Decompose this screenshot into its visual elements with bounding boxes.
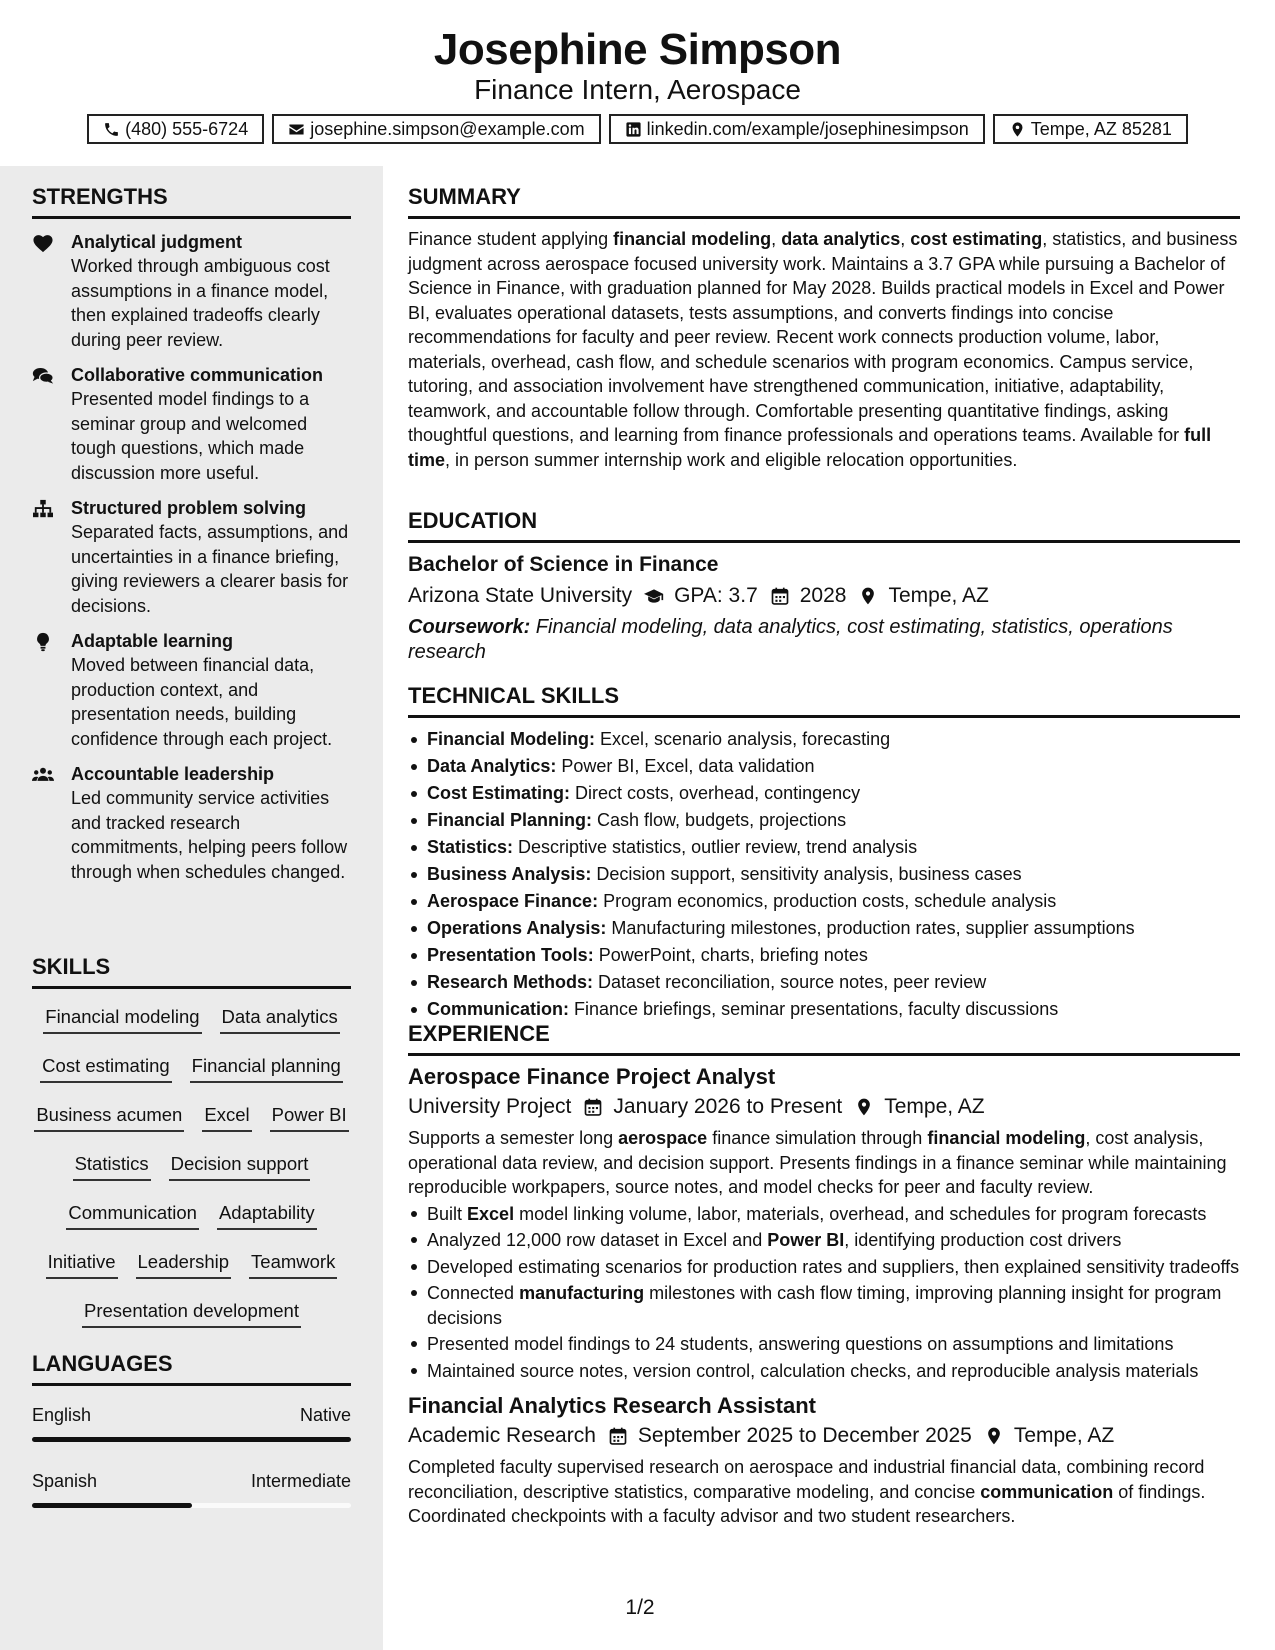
job-bullet: Developed estimating scenarios for production rates and suppliers, then explained sensitivity tradeoffs (408, 1255, 1240, 1280)
job-title: Aerospace Finance Project Analyst (408, 1064, 776, 1089)
languages-section (32, 1349, 351, 1508)
calendar-icon (770, 586, 790, 606)
technical-skill-item: Business Analysis: Decision support, sensitivity analysis, business cases (408, 861, 1240, 888)
candidate-name: Josephine Simpson (433, 25, 842, 74)
map-pin-icon (984, 1426, 1004, 1446)
job-location: Tempe, AZ (884, 1095, 985, 1118)
language-bar (32, 1437, 351, 1442)
technical-skill-item: Cost Estimating: Direct costs, overhead, contingency (408, 780, 1240, 807)
map-pin-icon (854, 1097, 874, 1117)
page-number: 1/2 (625, 1596, 655, 1619)
skill-tag: Business acumen (34, 1102, 184, 1132)
job-entry (408, 1391, 1240, 1529)
job-org: University Project (408, 1095, 572, 1118)
contact-location-text: Tempe, AZ 85281 (1030, 119, 1172, 139)
skill-tag: Teamwork (249, 1249, 337, 1279)
skill-tag: Power BI (270, 1102, 349, 1132)
users-icon (32, 765, 54, 785)
job-summary: Supports a semester long aerospace finance simulation through financial modeling, cost analysis, operational data review, and decision support. Presents findings in a finance seminar while maintaining reproducible workpapers, source notes, and model checks for peer and faculty review. (408, 1128, 1227, 1197)
job-bullet: Maintained source notes, version control, calculation checks, and reproducible analysis materials (408, 1359, 1240, 1384)
strength-desc: Moved between financial data, production context, and presentation needs, building confidence through each project. (71, 655, 333, 749)
language-item (32, 1402, 351, 1442)
job-meta (408, 1421, 1240, 1451)
job-location: Tempe, AZ (1013, 1424, 1115, 1447)
technical-skill-item: Statistics: Descriptive statistics, outlier review, trend analysis (408, 834, 1240, 861)
technical-skill-item: Operations Analysis: Manufacturing milestones, production rates, supplier assumptions (408, 915, 1240, 942)
contact-phone-text: (480) 555-6724 (125, 119, 249, 139)
skill-tag: Initiative (46, 1249, 118, 1279)
contact-phone[interactable] (87, 114, 264, 144)
skill-tag: Presentation development (82, 1298, 301, 1328)
phone-icon (103, 121, 120, 138)
experience-section (408, 1019, 1240, 1529)
language-name: Spanish (32, 1471, 98, 1491)
summary-title: SUMMARY (408, 182, 1240, 219)
skill-tag: Data analytics (220, 1004, 340, 1034)
job-bullet: Analyzed 12,000 row dataset in Excel and Power BI, identifying production cost drivers (408, 1228, 1240, 1253)
contact-bar (0, 114, 1275, 144)
contact-email-text: josephine.simpson@example.com (310, 119, 585, 139)
education-title: EDUCATION (408, 506, 1240, 543)
job-dates: September 2025 to December 2025 (637, 1424, 972, 1447)
resume-header (0, 0, 1275, 165)
job-title: Financial Analytics Research Assistant (408, 1393, 816, 1418)
comments-icon (32, 366, 54, 386)
strength-item (32, 762, 351, 884)
contact-linkedin-text: linkedin.com/example/josephinesimpson (646, 119, 969, 139)
contact-location (993, 114, 1188, 144)
skills-list (32, 1004, 351, 1328)
degree-title: Bachelor of Science in Finance (408, 553, 719, 576)
technical-skills-list (408, 726, 1240, 1023)
job-bullets (408, 1202, 1240, 1384)
coursework (408, 615, 1240, 665)
map-pin-icon (1009, 121, 1026, 138)
heart-icon (32, 233, 54, 253)
graduation-cap-icon (644, 586, 664, 606)
coursework-label: Coursework: (408, 616, 531, 638)
skill-tag: Excel (202, 1102, 251, 1132)
technical-skill-item: Communication: Finance briefings, seminar presentations, faculty discussions (408, 996, 1240, 1023)
strength-title: Accountable leadership (71, 764, 275, 784)
education-location: Tempe, AZ (888, 584, 989, 607)
calendar-icon (608, 1426, 628, 1446)
strength-item (32, 230, 351, 352)
strength-title: Adaptable learning (71, 631, 234, 651)
contact-linkedin[interactable] (609, 114, 985, 144)
strength-title: Analytical judgment (71, 232, 243, 252)
skill-tag: Financial planning (190, 1053, 343, 1083)
language-name: English (32, 1405, 92, 1425)
job-bullet: Presented model findings to 24 students, answering questions on assumptions and limitations (408, 1332, 1240, 1357)
skills-title: SKILLS (32, 952, 351, 989)
language-bar-fill (32, 1503, 192, 1508)
envelope-icon (288, 121, 305, 138)
language-bar-fill (32, 1437, 351, 1442)
strength-desc: Worked through ambiguous cost assumptions in a finance model, then explained tradeoffs clearly during peer review. (71, 256, 330, 350)
strength-title: Collaborative communication (71, 365, 324, 385)
sitemap-icon (32, 499, 54, 519)
graduation-year: 2028 (799, 584, 847, 607)
technical-skill-item: Data Analytics: Power BI, Excel, data validation (408, 753, 1240, 780)
experience-title: EXPERIENCE (408, 1019, 1240, 1056)
job-summary: Completed faculty supervised research on aerospace and industrial financial data, combining record reconciliation, descriptive statistics, comparative modeling, and concise communication of findings. Coordinated checkpoints with a faculty advisor and two student researchers. (408, 1457, 1206, 1526)
skill-tag: Adaptability (217, 1200, 317, 1230)
technical-skill-item: Aerospace Finance: Program economics, production costs, schedule analysis (408, 888, 1240, 915)
job-entry (408, 1062, 1240, 1383)
education-section (408, 506, 1240, 665)
school-name: Arizona State University (408, 584, 633, 607)
languages-title: LANGUAGES (32, 1349, 351, 1386)
skills-section (32, 952, 351, 1328)
summary-text: Finance student applying financial modeling, data analytics, cost estimating, statistics, and business judgment across aerospace focused university work. Maintains a 3.7 GPA while pursuing a Bachelor of Science in Finance, with graduation planned for May 2028. Builds practical models in Excel and Power BI, evaluates operational datasets, tests assumptions, and converts findings into concise recommendations for faculty and peer review. Recent work connects production volume, labor, materials, overhead, cash flow, and schedule scenarios with program economics. Campus service, tutoring, and association involvement have strengthened communication, initiative, adaptability, teamwork, and accountable follow through. Comfortable presenting quantitative findings, asking thoughtful questions, and learning from finance professionals and operations teams. Available for full time, in person summer internship work and eligible relocation opportunities. (408, 229, 1238, 470)
lightbulb-icon (32, 632, 54, 652)
job-meta (408, 1092, 1240, 1122)
technical-skill-item: Research Methods: Dataset reconciliation, source notes, peer review (408, 969, 1240, 996)
language-item (32, 1468, 351, 1508)
strength-title: Structured problem solving (71, 498, 307, 518)
skill-tag: Cost estimating (40, 1053, 172, 1083)
sidebar (0, 166, 383, 1650)
map-pin-icon (858, 586, 878, 606)
technical-skills-title: TECHNICAL SKILLS (408, 681, 1240, 718)
gpa: GPA: 3.7 (674, 584, 758, 607)
technical-skill-item: Financial Planning: Cash flow, budgets, projections (408, 807, 1240, 834)
strength-desc: Led community service activities and tracked research commitments, helping peers follow through when schedules changed. (71, 788, 348, 882)
technical-skill-item: Financial Modeling: Excel, scenario analysis, forecasting (408, 726, 1240, 753)
skill-tag: Decision support (169, 1151, 311, 1181)
calendar-icon (583, 1097, 603, 1117)
technical-skills-section (408, 681, 1240, 1023)
job-org: Academic Research (408, 1424, 596, 1447)
summary-section (408, 182, 1240, 472)
strength-item (32, 629, 351, 751)
contact-email[interactable] (272, 114, 600, 144)
technical-skill-item: Presentation Tools: PowerPoint, charts, briefing notes (408, 942, 1240, 969)
strengths-section (32, 182, 351, 884)
job-bullet: Built Excel model linking volume, labor, materials, overhead, and schedules for program forecasts (408, 1202, 1240, 1227)
language-level: Native (299, 1405, 351, 1425)
strength-desc: Presented model findings to a seminar group and welcomed tough questions, which made discussion more useful. (71, 389, 310, 483)
job-bullet: Connected manufacturing milestones with cash flow timing, improving planning insight for program decisions (408, 1281, 1240, 1330)
coursework-text: Financial modeling, data analytics, cost estimating, statistics, operations research (408, 616, 1173, 663)
strengths-title: STRENGTHS (32, 182, 351, 219)
strength-item (32, 363, 351, 485)
education-meta (408, 581, 1240, 611)
skill-tag: Communication (66, 1200, 199, 1230)
linkedin-icon (625, 121, 642, 138)
candidate-role: Finance Intern, Aerospace (474, 74, 801, 105)
skill-tag: Statistics (73, 1151, 151, 1181)
job-dates: January 2026 to Present (613, 1095, 843, 1118)
skill-tag: Leadership (136, 1249, 232, 1279)
language-bar (32, 1503, 351, 1508)
strength-item (32, 496, 351, 618)
skill-tag: Financial modeling (43, 1004, 201, 1034)
strength-desc: Separated facts, assumptions, and uncertainties in a finance briefing, giving reviewers a clearer basis for decisions. (71, 522, 349, 616)
language-level: Intermediate (250, 1471, 351, 1491)
